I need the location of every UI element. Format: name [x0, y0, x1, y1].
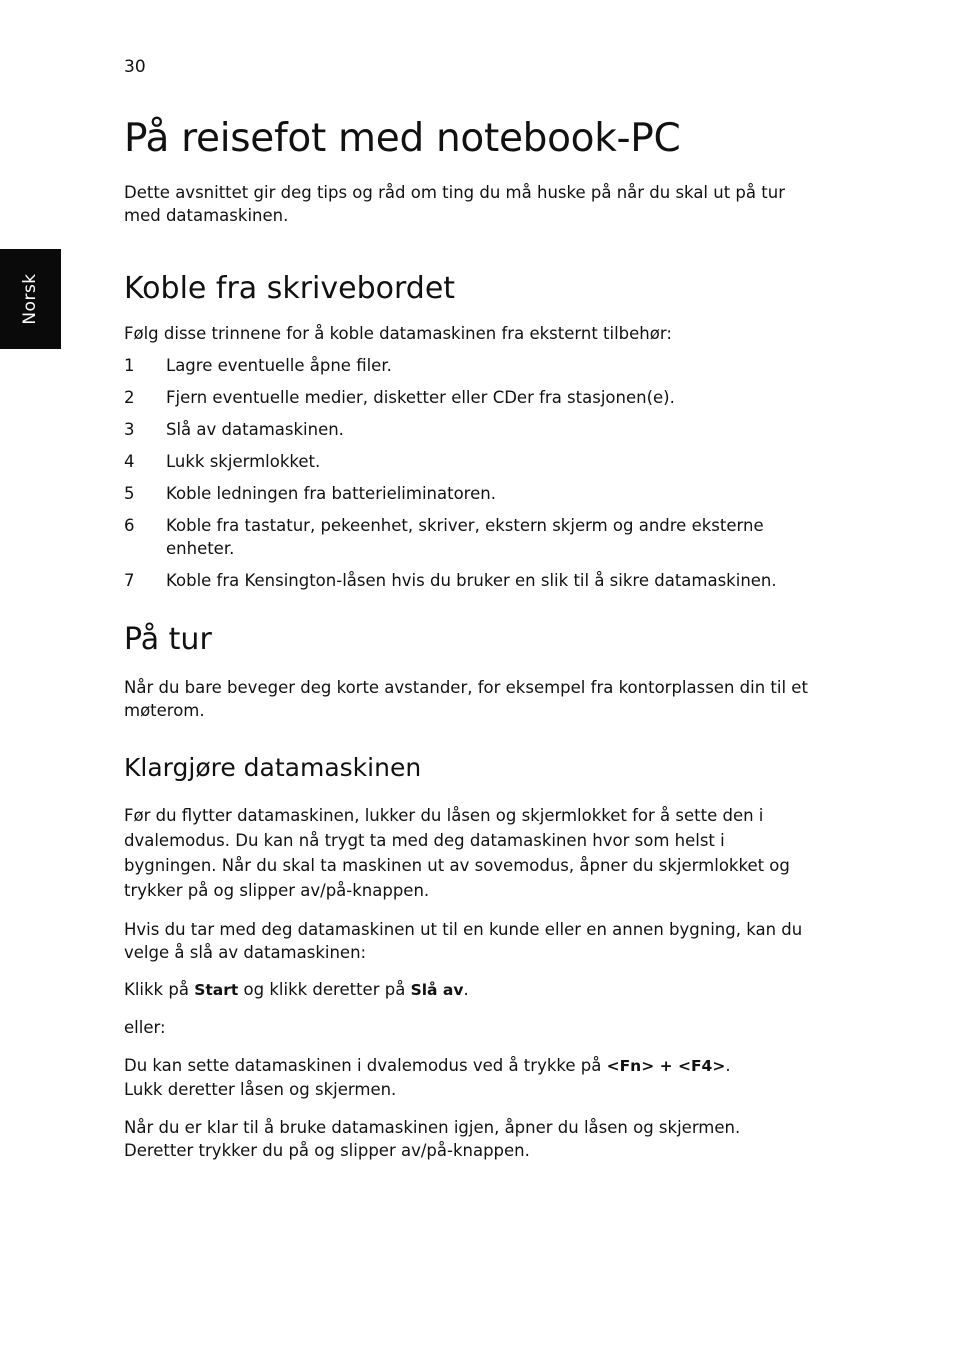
list-item: [124, 354, 814, 377]
language-tab-label: Norsk: [20, 273, 40, 325]
step-number: 6: [124, 516, 135, 535]
intro-paragraph: Dette avsnittet gir deg tips og råd om ting du må huske på når du skal ut på tur med datamaskinen.: [124, 183, 785, 225]
prepare-paragraph: Før du flytter datamaskinen, lukker du låsen og skjermlokket for å sette den i dvalemodus. Du kan nå trygt ta med deg datamaskinen hvor som helst i bygningen. Når du skal ta maskinen ut av sovemodus, åpner du skjermlokket og trykker på og slipper av/på-knappen.: [124, 806, 790, 900]
step-text: Slå av datamaskinen.: [166, 420, 344, 439]
hibernate-instruction: [124, 1054, 814, 1101]
list-item: [124, 418, 814, 441]
section-heading-travel: På tur: [124, 622, 212, 657]
list-item: [124, 569, 814, 592]
step-number: 2: [124, 388, 135, 407]
instruction-text: Når du er klar til å bruke datamaskinen igjen, åpner du låsen og skjermen.: [124, 1118, 741, 1137]
step-number: 3: [124, 420, 135, 439]
instruction-text: Lukk deretter låsen og skjermen.: [124, 1080, 397, 1099]
step-text: Koble fra Kensington-låsen hvis du bruker en slik til å sikre datamaskinen.: [166, 571, 777, 590]
instruction-text: og klikk deretter på: [238, 980, 411, 999]
page-title: På reisefot med notebook-PC: [124, 116, 681, 161]
step-number: 4: [124, 452, 135, 471]
section-heading-disconnect: Koble fra skrivebordet: [124, 271, 456, 306]
step-number: 1: [124, 356, 135, 375]
list-item: [124, 450, 814, 473]
instruction-text: Deretter trykker du på og slipper av/på-knappen.: [124, 1141, 530, 1160]
page-content: [124, 108, 814, 1162]
step-text: Lukk skjermlokket.: [166, 452, 321, 471]
shutdown-option-paragraph: Hvis du tar med deg datamaskinen ut til en kunde eller en annen bygning, kan du velge å slå av datamaskinen:: [124, 920, 803, 962]
start-label: Start: [194, 981, 239, 999]
step-number: 7: [124, 571, 135, 590]
hotkey-label: <Fn> + <F4>: [606, 1057, 726, 1075]
disconnect-intro: Følg disse trinnene for å koble datamaskinen fra eksternt tilbehør:: [124, 324, 672, 343]
language-tab: [0, 249, 61, 349]
disconnect-steps: [124, 354, 814, 592]
instruction-text: .: [725, 1056, 731, 1075]
page-number: 30: [124, 57, 146, 77]
step-text: Koble ledningen fra batterieliminatoren.: [166, 484, 496, 503]
shutdown-label: Slå av: [410, 981, 464, 999]
step-number: 5: [124, 484, 135, 503]
instruction-text: Du kan sette datamaskinen i dvalemodus ved å trykke på: [124, 1056, 607, 1075]
shutdown-instruction: [124, 978, 814, 1002]
resume-instruction: [124, 1116, 814, 1162]
subsection-heading-prepare: Klargjøre datamaskinen: [124, 753, 422, 782]
instruction-text: .: [463, 980, 469, 999]
list-item: [124, 386, 814, 409]
list-item: [124, 514, 814, 560]
instruction-text: Klikk på: [124, 980, 195, 999]
travel-intro: Når du bare beveger deg korte avstander, for eksempel fra kontorplassen din til et møterom.: [124, 678, 808, 720]
step-text: Lagre eventuelle åpne filer.: [166, 356, 392, 375]
step-text: Fjern eventuelle medier, disketter eller CDer fra stasjonen(e).: [166, 388, 675, 407]
step-text: Koble fra tastatur, pekeenhet, skriver, ekstern skjerm og andre eksterne enheter.: [166, 516, 764, 558]
list-item: [124, 482, 814, 505]
or-text: eller:: [124, 1018, 166, 1037]
